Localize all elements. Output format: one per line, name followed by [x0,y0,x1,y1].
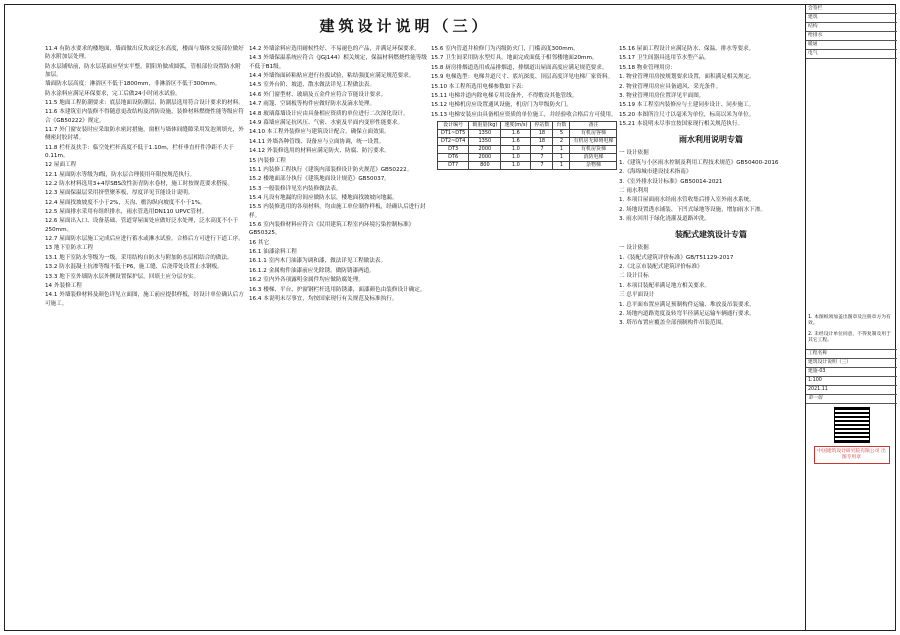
spec-paragraph: 13.2 防水混凝土抗渗等级不低于P6，施工缝、后浇带处设置止水钢板。 [45,264,223,271]
prefab-list [619,244,803,327]
project-name: 工程名称 [806,350,897,359]
rainwater-item: 1. 本项目屋面雨水经雨水管收集后排入室外雨水系统。 [619,197,755,204]
spec-paragraph: 16.3 楼梯、平台、护窗钢栏杆选用防锈漆，面漆颜色由装修设计确定。 [249,286,426,293]
table-header-cell: 台数 [553,121,570,129]
spec-paragraph: 15.10 本工程所选用电梯参数如下表： [431,83,528,90]
spec-paragraph: 11.5 地面工程防潮要求：底层地面设防潮层，防潮层选用符合设计要求的材料。 [45,99,244,106]
spec-paragraph: 12.6 屋面出入口、设备基础、管道穿屋面处应做好泛水处理，泛水高度不小于250mm。 [45,218,239,233]
rainwater-item: 3. 雨水回用于绿化浇灌及道路冲洗。 [619,216,711,223]
spec-paragraph: 15.3 一般装修详见室内装修做法表。 [249,185,342,192]
column-4 [619,45,803,630]
spec-paragraph: 12.4 屋面找坡坡度不小于2%，天沟、檐沟纵向坡度不小于1%。 [45,199,206,206]
qr-code-icon [834,407,870,443]
table-cell: 1.6 [501,137,531,145]
spec-paragraph: 14.10 本工程外装修应与建筑设计配合，确保立面效果。 [249,129,390,136]
column-4-list [619,45,803,128]
spec-paragraph: 11.4 有防水要求的楼地面，墙面做出反坎或泛水高度，楼面与墙体交接部位做好防水附加层处理。 [45,46,244,61]
signoff-row: 给排水 [806,32,897,41]
spec-paragraph: 2. 物业管理用房应具备通风、采光条件。 [619,83,722,90]
spec-paragraph: 16.1 油漆涂料工程 [249,249,297,256]
rainwater-list [619,149,803,223]
rainwater-item: 二 雨水利用 [619,187,649,194]
title-block-note: 1. 本图纸须加盖出图章及注册章方为有效。 [808,314,891,326]
table-cell: 5 [553,129,570,137]
spec-paragraph: 14.4 外墙饰面砖粘贴应进行拉拔试验，粘结强度应满足规范要求。 [249,72,415,79]
prefab-item: 1.《装配式建筑评价标准》GB/T51129-2017 [619,254,734,261]
signoff-row: 会签栏 [806,5,897,14]
rainwater-heading: 雨水利用说明专篇 [679,135,743,145]
table-cell: 1 [553,153,570,161]
spec-paragraph: 16.1.1 室内木门油漆为调和漆，做法详见工程做法表。 [249,258,387,265]
spec-paragraph: 11.7 外门窗安装时应采取防水密封措施，窗框与墙体间缝隙采用发泡剂填充，外侧密封胶封堵。 [45,126,244,142]
spec-paragraph: 14.1 外墙装修材料及颜色详见立面图，施工前应提供样板，经设计单位确认后方可施工。 [45,292,244,307]
prefab-heading: 装配式建筑设计专篇 [675,230,747,240]
approval-stamp: 中国建筑设计研究院有限公司 出图专用章 [814,446,890,464]
table-header-cell: 速度(m/s) [501,121,531,129]
prefab-item: 三 总平面设计 [619,292,655,299]
spec-paragraph: 15.1 内装修工程执行《建筑内部装修设计防火规范》GB50222。 [249,166,413,173]
prefab-item: 2.《北京市装配式建筑评价标准》 [619,264,703,271]
prefab-item: 一 设计依据 [619,245,649,252]
table-row [438,145,617,153]
table-row [438,153,617,161]
table-cell: 1350 [469,137,501,145]
spec-paragraph: 15.19 本工程室内装修应与土建同步设计、同步施工。 [619,102,755,109]
prefab-item: 1. 本项目装配率满足地方相关要求。 [619,282,711,289]
spec-paragraph: 1. 物业管理用房按规划要求设置，面积满足相关规定。 [619,74,755,81]
drawing-number: 建施-03 [806,368,897,377]
table-header-cell: 载重量(kg) [469,121,501,129]
prefab-item: 二 设计目标 [619,273,649,280]
spec-paragraph: 15.13 电梯安装应由具备相应资质的单位施工，并经验收合格后方可使用。 [431,111,617,118]
spec-paragraph: 14 外装修工程 [45,283,82,290]
drawing-date: 2021.11 [806,386,897,395]
spec-paragraph: 15.4 凡设有地漏的房间应做防水层，楼地面找坡坡向地漏。 [249,195,398,202]
table-cell: DT6 [438,153,469,161]
table-cell: 有机房货梯 [570,145,617,153]
spec-paragraph: 15.17 卫生间器具选用节水型产品。 [619,55,710,62]
table-cell: 有机房无障碍电梯 [570,137,617,145]
signoff-row: 结构 [806,23,897,32]
spec-paragraph: 16.2 室内外各项露明金属件均应做防腐处理。 [249,277,364,284]
table-cell: DT7 [438,161,469,169]
table-cell: 1.0 [501,161,531,169]
spec-paragraph: 15.9 电梯选型：电梯井道尺寸、底坑深度、顶层高度详见电梯厂家资料。 [431,74,614,81]
spec-paragraph: 15 内装修工程 [249,157,286,164]
drawing-sheet [4,4,896,631]
spec-paragraph: 15.21 本说明未尽事宜按国家现行相关规范执行。 [619,121,744,128]
table-header-cell: 备注 [570,121,617,129]
table-header-cell: 设计编号 [438,121,469,129]
table-cell: 杂物梯 [570,161,617,169]
rainwater-item: 2. 场地设置透水铺装、下凹式绿地等设施，增加雨水下渗。 [619,206,766,213]
drawing-name: 建筑设计说明（三） [806,359,897,368]
spec-paragraph: 15.5 内装修选用的各项材料，均由施工单位制作样板，经确认后进行封样。 [249,204,426,219]
table-cell: 1 [553,161,570,169]
spec-paragraph: 14.6 外门窗型材、玻璃及五金件应符合节能设计要求。 [249,91,387,98]
spec-paragraph: 16.4 本说明未尽事宜，均按国家现行有关规范及标准执行。 [249,295,398,302]
spec-paragraph: 11.8 栏杆及扶手：临空处栏杆高度不低于1.10m，栏杆垂直杆件净距不大于0.11m。 [45,144,234,159]
spec-paragraph: 14.9 幕墙应满足抗风压、气密、水密及平面内变形性能要求。 [249,119,404,126]
table-cell: 2000 [469,145,501,153]
spec-paragraph: 16.1.2 金属构件油漆前应先除锈，做防锈漆两道。 [249,267,375,274]
table-cell: 2 [553,137,570,145]
table-cell: 1.0 [501,153,531,161]
signoff-row: 电气 [806,50,897,59]
spec-paragraph: 14.3 外墙保温系统应符合《JGJ144》相关规定，保温材料燃烧性能等级不低于B1级。 [249,55,427,70]
spec-paragraph: 13.1 地下室防水等级为一级，采用结构自防水与附加防水层相结合的做法。 [45,254,233,261]
table-row [438,129,617,137]
signoff-row: 建筑 [806,14,897,23]
table-row [438,161,617,169]
column-1-list [45,45,245,308]
table-row [438,137,617,145]
spec-paragraph: 12 屋面工程 [45,162,77,169]
column-3-list [431,45,619,119]
spec-paragraph: 14.2 外墙涂料应选用耐候性好、不易褪色的产品，并满足环保要求。 [249,46,420,52]
table-cell: 7 [531,153,553,161]
spec-paragraph: 15.2 楼地面部分执行《建筑地面设计规范》GB50037。 [249,176,390,183]
spec-paragraph: 16 其它 [249,239,270,246]
table-cell: 800 [469,161,501,169]
drawing-edition: 第一版 [806,395,897,404]
drawing-scale: 1:100 [806,377,897,386]
prefab-item: 2. 场地内道路宽度及转弯半径满足运输车辆通行要求。 [619,311,755,317]
column-3 [431,45,619,630]
spec-paragraph: 15.7 卫生间采用防水型灯具，地面完成面低于相邻楼地面20mm。 [431,55,598,62]
rainwater-item: 2.《海绵城市建设技术指南》 [619,169,692,176]
spec-paragraph: 防水层铺贴前，防水层基面应坚实平整，阴阳角做成圆弧，管根部位设置防水附加层。 [45,63,241,78]
spec-paragraph: 14.7 雨篷、空调板等构件应做好防水及滴水处理。 [249,101,376,108]
prefab-item: 3. 塔吊布置应覆盖全部预制构件吊装范围。 [619,320,727,327]
table-cell: 有机房客梯 [570,129,617,137]
title-block [805,5,897,631]
column-2-list [249,45,427,303]
spec-paragraph: 13.3 地下室外墙防水层外侧设置保护层，回填土应分层夯实。 [45,273,200,280]
table-cell: 7 [531,145,553,153]
signoff-rows [806,5,897,59]
spec-paragraph: 3. 物业管理用房位置详见平面图。 [619,92,705,99]
column-1 [45,45,245,630]
spec-paragraph: 15.8 厨房排烟道选用成品排烟道，排烟道出屋面高度应满足规范要求。 [431,64,608,71]
signoff-row: 暖通 [806,41,897,50]
spec-paragraph: 12.3 屋面保温层采用挤塑聚苯板，厚度详见节能设计说明。 [45,190,194,197]
table-cell: 1.0 [501,145,531,153]
spec-paragraph: 14.12 外装修选用的材料应满足防火、防腐、防污要求。 [249,148,390,155]
spec-paragraph: 15.6 室内管道井检修门为丙级防火门，门槛高度300mm。 [431,46,579,52]
column-2 [249,45,427,630]
spec-paragraph: 12.7 屋面防水层施工完成后应进行蓄水或淋水试验，合格后方可进行下道工序。 [45,236,244,243]
spec-paragraph: 15.11 电梯井道内除电梯专用设备外，不得敷设其他管线。 [431,92,578,99]
spec-paragraph: 防水涂料应满足环保要求，完工后做24小时闭水试验。 [45,90,181,97]
spec-paragraph: 11.6 本建筑室内装修不得随意更改结构及消防设施，装修材料燃烧性能等级应符合《GB50222》规定。 [45,109,244,124]
spec-paragraph: 12.5 屋面排水采用有组织排水，雨水管选用DN110 UPVC管材。 [45,209,208,216]
spec-paragraph: 15.18 物业管理用房： [619,64,676,71]
elevator-table-body [438,129,617,169]
spec-paragraph: 12.1 屋面防水等级为I级，防水层合理使用年限按规范执行。 [45,171,196,178]
elevator-table-header [438,121,617,129]
prefab-item: 1. 总平面布置应满足预制构件运输、堆放及吊装要求。 [619,301,755,308]
table-cell: 1350 [469,129,501,137]
spec-paragraph: 14.11 外墙各种管线、设备应与立面协调，统一设置。 [249,138,385,145]
title-block-note: 2. 未经设计单位同意，不得复制及用于其它工程。 [808,331,891,343]
spec-paragraph: 13 地下室防水工程 [45,245,94,252]
spec-paragraph: 12.2 防水材料选用3+4厚SBS改性沥青防水卷材，施工时按规范要求搭接。 [45,180,233,187]
page-title: 建筑设计说明（三） [319,17,491,35]
table-cell: DT1~DT5 [438,129,469,137]
table-cell: 18 [531,129,553,137]
spec-paragraph: 15.16 屋面工程设计应满足防水、保温、排水等要求。 [619,46,755,52]
spec-paragraph: 15.6 室内装修材料应符合《民用建筑工程室内环境污染控制标准》GB50325。 [249,222,415,237]
title-block-notes [806,309,897,350]
spec-paragraph: 15.20 本图所注尺寸以毫米为单位，标高以米为单位。 [619,111,755,118]
table-cell: 消防电梯 [570,153,617,161]
table-cell: DT2~DT4 [438,137,469,145]
spec-paragraph: 15.12 电梯机房应设置通风设施，机房门为甲级防火门。 [431,102,572,109]
rainwater-item: 1.《建筑与小区雨水控制及利用工程技术规范》GB50400-2016 [619,159,779,166]
spec-paragraph: 墙面防水层高度：淋浴区不低于1800mm，非淋浴区不低于300mm。 [45,81,221,88]
rainwater-item: 一 设计依据 [619,150,649,157]
table-cell: 2000 [469,153,501,161]
spec-paragraph: 14.8 玻璃幕墙设计应由具备相应资质的单位进行二次深化设计。 [249,110,409,117]
table-cell: 7 [531,161,553,169]
table-cell: 18 [531,137,553,145]
rainwater-item: 3.《室外排水设计标准》GB50014-2021 [619,178,723,185]
spec-paragraph: 14.5 室外台阶、坡道、散水做法详见工程做法表。 [249,82,376,89]
elevator-table [437,121,617,170]
table-cell: 1.6 [501,129,531,137]
table-cell: 1 [553,145,570,153]
table-header-cell: 停站数 [531,121,553,129]
table-cell: DT3 [438,145,469,153]
